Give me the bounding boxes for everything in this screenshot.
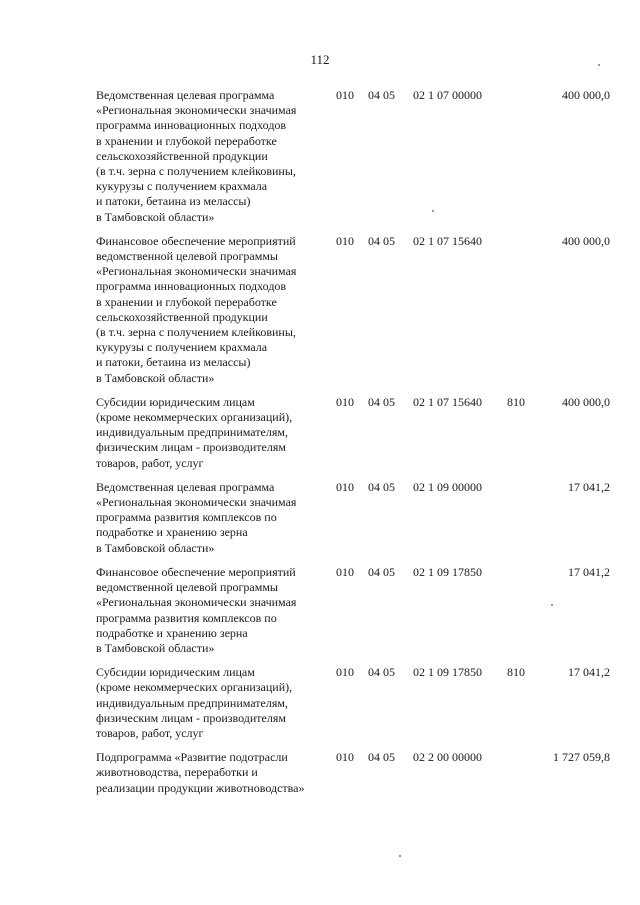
row-name: Субсидии юридическим лицам (кроме некоммерческих организаций), индивидуальным предпринимателям, физическим лицам - производителям товаров, работ, услуг [96, 665, 293, 740]
page-number: 112 [310, 52, 330, 67]
row-ministry-code: 010 [336, 233, 354, 248]
row-section-code: 04 05 [368, 233, 395, 248]
budget-table [96, 88, 610, 805]
table-row [96, 395, 610, 471]
row-section-code: 04 05 [368, 665, 395, 680]
row-amount: 400 000,0 [562, 233, 610, 248]
table-row [96, 565, 610, 656]
row-target-article: 02 1 07 15640 [413, 394, 482, 409]
row-amount: 17 041,2 [568, 564, 610, 579]
scan-speck [598, 64, 600, 66]
table-row [96, 234, 610, 386]
row-amount: 17 041,2 [568, 479, 610, 494]
row-ministry-code: 010 [336, 750, 354, 765]
row-amount: 1 727 059,8 [553, 750, 610, 765]
row-amount: 400 000,0 [562, 88, 610, 102]
row-section-code: 04 05 [368, 750, 395, 765]
row-name: Ведомственная целевая программа «Региональная экономически значимая программа инновационных подходов в хранении и глубокой переработке сельскохозяйственной продукции (в т.ч. зерна с получением клейковины, кукурузы с получением крахмала и патоки, бетаина из мелассы) в Тамбовской области» [96, 88, 297, 224]
row-name: Финансовое обеспечение мероприятий ведомственной целевой программы «Региональная экономически значимая программа инновационных подходов в хранении и глубокой переработке сельскохозяйственной продукции (в т.ч. зерна с получением клейковины, кукурузы с получением крахмала и патоки, бетаина из мелассы) в Тамбовской области» [96, 233, 297, 385]
row-ministry-code: 010 [336, 394, 354, 409]
row-ministry-code: 010 [336, 479, 354, 494]
row-target-article: 02 1 09 00000 [413, 479, 482, 494]
table-row [96, 665, 610, 741]
row-expense-type: 810 [507, 665, 525, 680]
row-target-article: 02 1 07 00000 [413, 88, 482, 102]
row-target-article: 02 1 09 17850 [413, 665, 482, 680]
row-section-code: 04 05 [368, 564, 395, 579]
row-amount: 17 041,2 [568, 665, 610, 680]
row-name: Финансовое обеспечение мероприятий ведомственной целевой программы «Региональная экономически значимая программа развития комплексов по подработке и хранению зерна в Тамбовской области» [96, 564, 297, 655]
row-amount: 400 000,0 [562, 394, 610, 409]
row-ministry-code: 010 [336, 88, 354, 102]
table-row [96, 750, 610, 796]
row-ministry-code: 010 [336, 665, 354, 680]
row-expense-type: 810 [507, 394, 525, 409]
row-target-article: 02 1 07 15640 [413, 233, 482, 248]
scan-speck [399, 855, 401, 857]
row-ministry-code: 010 [336, 564, 354, 579]
row-section-code: 04 05 [368, 88, 395, 102]
table-row [96, 480, 610, 556]
row-section-code: 04 05 [368, 394, 395, 409]
row-name: Подпрограмма «Развитие подотрасли животноводства, переработки и реализации продукции животноводства» [96, 750, 305, 795]
table-row [96, 88, 610, 225]
row-target-article: 02 2 00 00000 [413, 750, 482, 765]
row-name: Субсидии юридическим лицам (кроме некоммерческих организаций), индивидуальным предпринимателям, физическим лицам - производителям товаров, работ, услуг [96, 394, 293, 470]
row-section-code: 04 05 [368, 479, 395, 494]
row-target-article: 02 1 09 17850 [413, 564, 482, 579]
row-name: Ведомственная целевая программа «Региональная экономически значимая программа развития комплексов по подработке и хранению зерна в Тамбовской области» [96, 479, 297, 555]
